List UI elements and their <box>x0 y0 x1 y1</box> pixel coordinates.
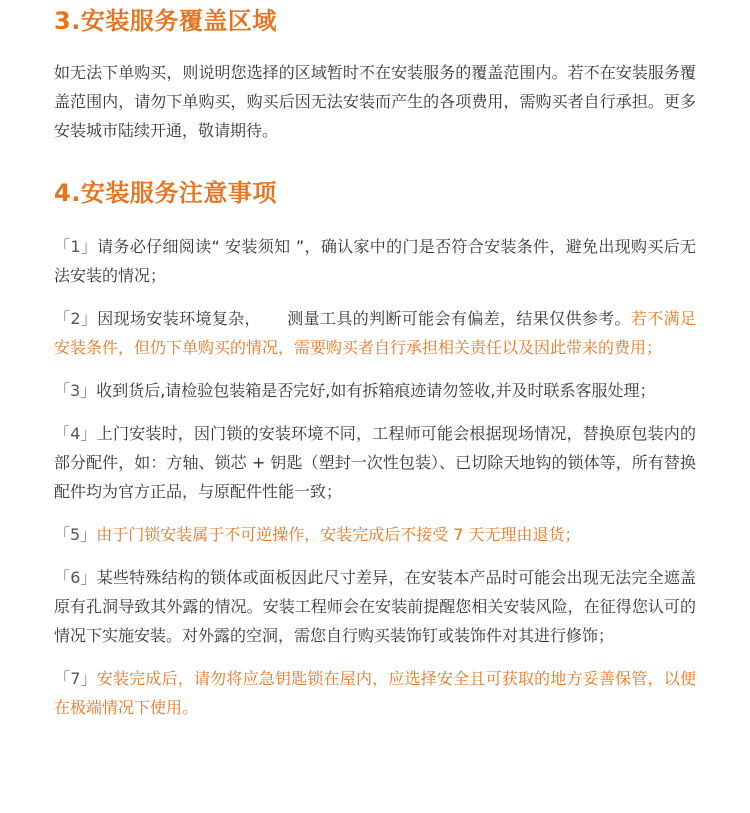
notice-number: 「3」 <box>54 381 97 400</box>
notice-text: 某些特殊结构的锁体或面板因此尺寸差异，在安装本产品时可能会出现无法完全遮盖原有孔洞导致其外露的情况。安装工程师会在安装前提醒您相关安装风险，在征得您认可的情况下实施安装。对外露的空洞，需您自行购买装饰钉或装饰件对其进行修饰； <box>54 568 696 645</box>
notice-number: 「1」 <box>54 237 98 256</box>
notice-highlight-text: 若不满足安装条件，但仍下单购买的情况，需要购买者自行承担相关责任以及因此带来的费用； <box>54 309 696 357</box>
notice-text: 测量工具的判断可能会有偏差，结果仅供参考。 <box>286 309 631 328</box>
notice-number: 「6」 <box>54 568 97 587</box>
notice-item-7 <box>54 664 696 722</box>
notice-number: 「7」 <box>54 669 97 688</box>
notice-text: 请务必仔细阅读“ 安装须知 ”，确认家中的门是否符合安装条件，避免出现购买后无法安装的情况； <box>54 237 696 285</box>
notice-item-3 <box>54 376 696 405</box>
notice-highlight-text: 由于门锁安装属于不可逆操作，安装完成后不接受 7 天无理由退货； <box>96 525 581 544</box>
notice-item-2 <box>54 304 696 362</box>
section-3-paragraph: 如无法下单购买，则说明您选择的区域暂时不在安装服务的覆盖范围内。若不在安装服务覆盖范围内，请勿下单购买，购买后因无法安装而产生的各项费用，需购买者自行承担。更多安装城市陆续开通，敬请期待。 <box>54 63 696 140</box>
notice-item-5 <box>54 520 696 549</box>
notice-list <box>54 232 696 736</box>
notice-item-1 <box>54 232 696 290</box>
notice-item-6 <box>54 563 696 650</box>
section-3-title: 3.安装服务覆盖区域 <box>54 7 277 35</box>
notice-text: 上门安装时，因门锁的安装环境不同，工程师可能会根据现场情况，替换原包装内的部分配件，如：方轴、锁芯 + 钥匙（塑封一次性包装）、已切除天地钩的锁体等，所有替换配件均为官方正品，与原配件性能一致； <box>54 424 696 501</box>
notice-number: 「2」 <box>54 309 98 328</box>
notice-number: 「5」 <box>54 525 97 544</box>
section-4-title: 4.安装服务注意事项 <box>54 179 277 207</box>
notice-text: 因现场安装环境复杂， <box>97 309 261 328</box>
notice-text: 收到货后,请检验包装箱是否完好,如有拆箱痕迹请勿签收,并及时联系客服处理； <box>96 381 656 400</box>
notice-item-4 <box>54 419 696 506</box>
notice-highlight-text: 安装完成后，请勿将应急钥匙锁在屋内，应选择安全且可获取的地方妥善保管，以便在极端情况下使用。 <box>54 669 696 717</box>
notice-number: 「4」 <box>54 424 97 443</box>
